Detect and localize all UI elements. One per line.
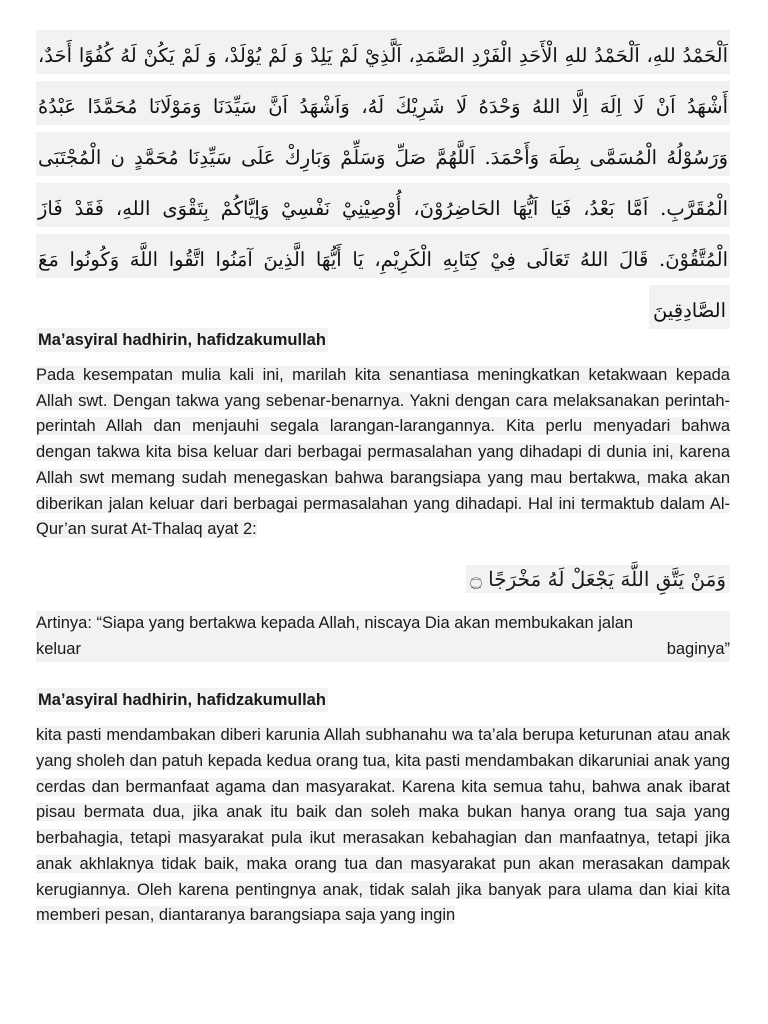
arabic-line-5: الْمُتَّقُوْنَ. قَالَ اللهُ تَعَالَى فِيْ كِتَابِهِ الْكَرِيْمِ، يَا أَيُّهَا الَّذِينَ آمَنُوا اتَّقُوا اللَّهَ وَكُونُوا مَعَ xyxy=(36,234,730,278)
translation-line-1 xyxy=(36,611,730,637)
arabic-line-2: أَشْهَدُ اَنْ لَا اِلَهَ اِلَّا اللهُ وَحْدَهُ لَا شَرِيْكَ لَهُ، وَاَشْهَدُ اَنَّ سَيِّدَنَا وَمَوْلَانَا مُحَمَّدًا عَبْدُهُ xyxy=(36,81,730,125)
quran-verse xyxy=(36,557,730,601)
paragraph-1-text: Pada kesempatan mulia kali ini, marilah kita senantiasa meningkatkan ketakwaan kepada Allah swt. Dengan takwa yang sebenar-benarnya. Yakni dengan cara melaksanakan perintah-perintah Allah dan menjauhi segala larangan-larangannya. Kita perlu menyadari bahwa dengan takwa kita bisa keluar dari berbagai permasalahan yang dihadapi di dunia ini, karena Allah swt memang sudah menegaskan bahwa barangsiapa yang mau bertakwa, maka akan diberikan jalan keluar dari berbagai permasalahan yang dihadapi. Hal ini termaktub dalam Al-Qur’an surat At-Thalaq ayat 2: xyxy=(36,366,730,539)
document-page xyxy=(36,30,730,929)
translation-line-2-left: keluar xyxy=(36,639,81,658)
section-heading-1: Ma’asyiral hadhirin, hafidzakumullah xyxy=(36,328,328,352)
arabic-line-4: الْمُقَرَّبِ. اَمَّا بَعْدُ، فَيَا اَيُّهَا الحَاضِرُوْنَ، أُوْصِيْنِيْ نَفْسِيْ وَاِيَّاكُمْ بِتَقْوَى اللهِ، فَقَدْ فَازَ xyxy=(36,183,730,227)
translation-line-2-right: baginya” xyxy=(666,639,730,658)
paragraph-1 xyxy=(36,363,730,543)
section-heading-2: Ma’asyiral hadhirin, hafidzakumullah xyxy=(36,688,328,712)
translation xyxy=(36,611,730,662)
translation-line-1-text: Artinya: “Siapa yang bertakwa kepada Allah, niscaya Dia akan membukakan jalan xyxy=(36,613,634,632)
translation-line-2 xyxy=(36,637,730,663)
arabic-opening xyxy=(36,30,730,322)
paragraph-2-text: kita pasti mendambakan diberi karunia Allah subhanahu wa ta’ala berupa keturunan atau anak yang sholeh dan patuh kepada kedua orang tua, kita pasti mendambakan dikaruniai anak yang cerdas dan bermanfaat agama dan masyarakat. Karena kita semua tahu, bahwa anak ibarat pisau bermata dua, jika anak itu baik dan soleh maka bukan hanya orang tua saja yang berbahagia, tetapi masyarakat pula ikut merasakan kebahagian dan manfaatnya, tetapi jika anak akhlaknya tidak baik, maka orang tua dan masyarakat pun akan merasakan dampak kerugiannya. Oleh karena pentingnya anak, tidak salah jika banyak para ulama dan kiai kita memberi pesan, diantaranya barangsiapa saja yang ingin xyxy=(36,726,730,925)
quran-verse-text: وَمَنْ يَتَّقِ اللَّهَ يَجْعَلْ لَهُ مَخْرَجًا ۝ xyxy=(466,565,730,593)
arabic-line-6: الصَّادِقِينَ xyxy=(649,285,730,329)
arabic-line-1: اَلْحَمْدُ للهِ، اَلْحَمْدُ للهِ الْأَحَدِ الْفَرْدِ الصَّمَدِ، اَلَّذِيْ لَمْ يَلِدْ وَ لَمْ يُوْلَدْ، وَ لَمْ يَكُنْ لَهُ كُفُوًا أَحَدٌ، xyxy=(36,30,730,74)
paragraph-2 xyxy=(36,723,730,929)
arabic-line-3: وَرَسُوْلُهُ الْمُسَمَّى بِطَهَ وَأَحْمَدَ. اَللَّهُمَّ صَلِّ وَسَلِّمْ وَبَارِكْ عَلَى سَيِّدِنَا مُحَمَّدٍ ن الْمُجْتَبَى xyxy=(36,132,730,176)
